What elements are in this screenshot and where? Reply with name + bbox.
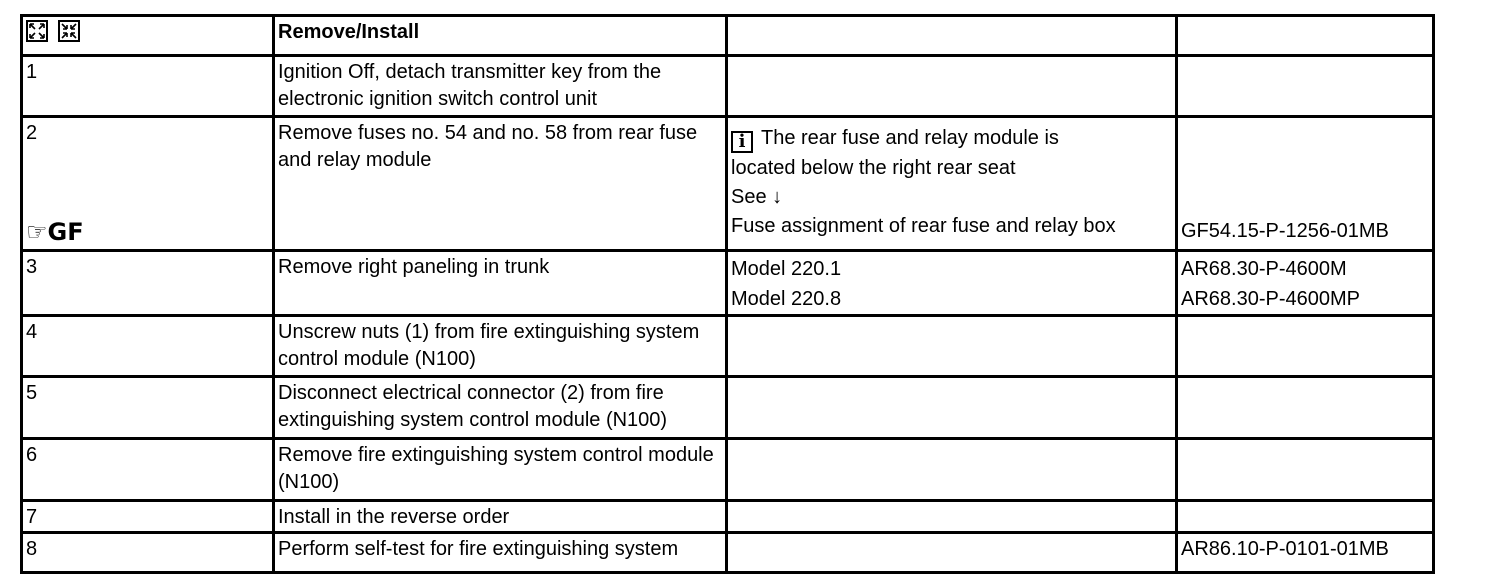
step-instruction: Unscrew nuts (1) from fire extinguishing system control module (N100)	[274, 316, 727, 377]
table-row	[22, 439, 1434, 501]
step-number: 1	[22, 56, 274, 117]
table-row	[22, 501, 1434, 533]
step-number: 3	[22, 251, 274, 316]
header-empty-cell	[727, 16, 1177, 56]
step-note	[727, 316, 1177, 377]
step-number: 2	[26, 122, 38, 144]
header-icons-cell	[22, 16, 274, 56]
step-reference	[1177, 533, 1434, 573]
collapse-icon[interactable]	[58, 20, 80, 42]
step-instruction: Disconnect electrical connector (2) from fire extinguishing system control module (N100)	[274, 377, 727, 439]
step-note	[727, 533, 1177, 573]
step-reference	[1177, 56, 1434, 117]
model-label: Model 220.1	[731, 258, 842, 280]
reference-link[interactable]: AR68.30-P-4600M	[1181, 258, 1347, 280]
step-reference	[1177, 439, 1434, 501]
note-line: located below the right rear seat	[731, 157, 1016, 179]
header-title: Remove/Install	[274, 16, 727, 56]
step-number-cell	[22, 117, 274, 251]
step-instruction: Install in the reverse order	[274, 501, 727, 533]
gf-pointer-marker[interactable]	[26, 218, 84, 246]
step-reference	[1177, 377, 1434, 439]
step-number: 5	[22, 377, 274, 439]
note-line: The rear fuse and relay module is	[761, 127, 1059, 149]
step-instruction: Remove right paneling in trunk	[274, 251, 727, 316]
step-note	[727, 501, 1177, 533]
step-number: 4	[22, 316, 274, 377]
step-instruction: Remove fuses no. 54 and no. 58 from rear fuse and relay module	[274, 117, 727, 251]
fuse-assignment-link[interactable]: Fuse assignment of rear fuse and relay box	[731, 215, 1116, 237]
model-label: Model 220.8	[731, 288, 842, 310]
step-note	[727, 56, 1177, 117]
header-empty-cell	[1177, 16, 1434, 56]
step-reference	[1177, 316, 1434, 377]
see-link[interactable]: See ↓	[731, 186, 783, 208]
table-row	[22, 316, 1434, 377]
step-instruction: Ignition Off, detach transmitter key from the electronic ignition switch control unit	[274, 56, 727, 117]
procedure-table	[20, 14, 1435, 574]
expand-icon[interactable]	[26, 20, 48, 42]
pointing-hand-icon: ☞	[26, 218, 48, 246]
step-note	[727, 251, 1177, 316]
info-icon: i	[731, 131, 753, 153]
header-row	[22, 16, 1434, 56]
table-row	[22, 377, 1434, 439]
reference-link[interactable]: AR68.30-P-4600MP	[1181, 288, 1360, 310]
reference-link[interactable]: GF54.15-P-1256-01MB	[1181, 220, 1389, 242]
table-row	[22, 117, 1434, 251]
step-number: 6	[22, 439, 274, 501]
step-number: 8	[22, 533, 274, 573]
table-row	[22, 251, 1434, 316]
table-row	[22, 56, 1434, 117]
table-row	[22, 533, 1434, 573]
step-note	[727, 439, 1177, 501]
step-instruction: Remove fire extinguishing system control module (N100)	[274, 439, 727, 501]
step-instruction: Perform self-test for fire extinguishing system	[274, 533, 727, 573]
step-note	[727, 117, 1177, 251]
reference-link[interactable]: AR86.10-P-0101-01MB	[1181, 538, 1389, 560]
step-reference	[1177, 251, 1434, 316]
step-reference	[1177, 501, 1434, 533]
step-number: 7	[22, 501, 274, 533]
step-note	[727, 377, 1177, 439]
gf-marker-label: GF	[47, 218, 84, 246]
step-reference	[1177, 117, 1434, 251]
